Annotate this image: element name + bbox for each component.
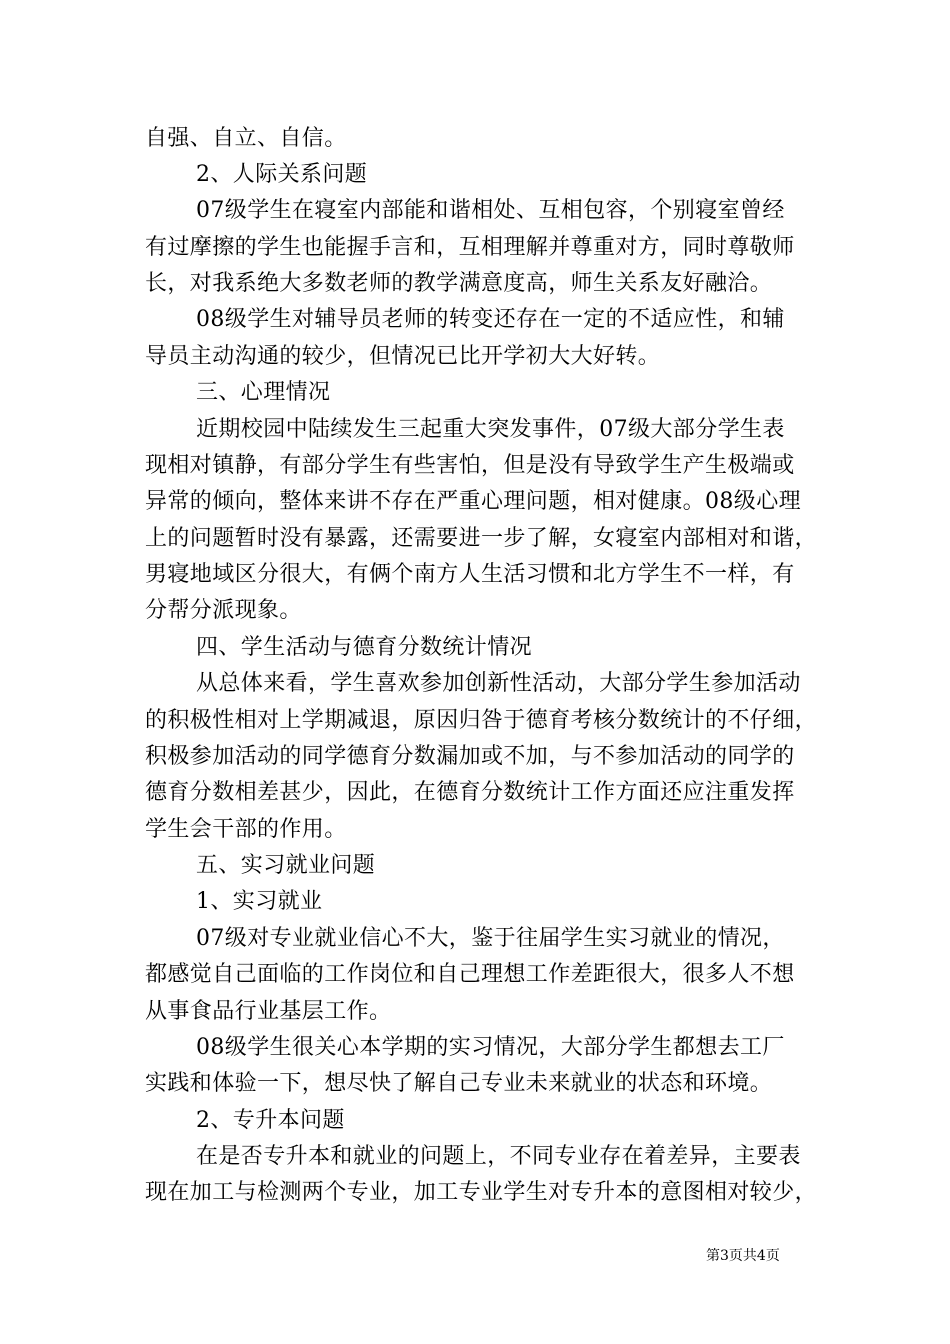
- section-heading: 2、专升本问题: [196, 1108, 345, 1133]
- text-line: 长，对我系绝大多数老师的教学满意度高，师生关系友好融洽。: [145, 271, 773, 296]
- text-line: 在是否专升本和就业的问题上，不同专业存在着差异，主要表: [196, 1144, 801, 1169]
- text-line: 异常的倾向，整体来讲不存在严重心理问题，相对健康。08级心理: [145, 489, 801, 514]
- section-heading: 四、学生活动与德育分数统计情况: [196, 635, 533, 660]
- text-line: 导员主动沟通的较少，但情况已比开学初大大好转。: [145, 344, 661, 369]
- text-line: 08级学生很关心本学期的实习情况，大部分学生都想去工厂: [196, 1035, 785, 1060]
- text-line: 08级学生对辅导员老师的转变还存在一定的不适应性，和辅: [196, 307, 785, 332]
- text-line: 分帮分派现象。: [145, 598, 302, 623]
- text-line: 实践和体验一下，想尽快了解自己专业未来就业的状态和环境。: [145, 1071, 773, 1096]
- text-line: 07级对专业就业信心不大，鉴于往届学生实习就业的情况，: [196, 926, 785, 951]
- section-heading: 2、人际关系问题: [196, 162, 368, 187]
- text-line: 都感觉自己面临的工作岗位和自己理想工作差距很大，很多人不想: [145, 962, 795, 987]
- section-heading: 三、心理情况: [196, 380, 331, 405]
- page-number: 第3页共4页: [706, 1248, 780, 1264]
- text-line: 现相对镇静，有部分学生有些害怕，但是没有导致学生产生极端或: [145, 453, 795, 478]
- text-line: 从事食品行业基层工作。: [145, 999, 392, 1024]
- text-line: 德育分数相差甚少，因此，在德育分数统计工作方面还应注重发挥: [145, 780, 795, 805]
- section-heading: 五、实习就业问题: [196, 853, 376, 878]
- text-line: 近期校园中陆续发生三起重大突发事件，07级大部分学生表: [196, 417, 785, 442]
- text-line: 07级学生在寝室内部能和谐相处、互相包容，个别寝室曾经: [196, 198, 785, 223]
- text-line: 男寝地域区分很大，有俩个南方人生活习惯和北方学生不一样，有: [145, 562, 795, 587]
- text-line: 有过摩擦的学生也能握手言和，互相理解并尊重对方，同时尊敬师: [145, 235, 795, 260]
- text-line: 积极参加活动的同学德育分数漏加或不加，与不参加活动的同学的: [145, 744, 795, 769]
- text-line: 自强、自立、自信。: [145, 126, 347, 151]
- text-line: 的积极性相对上学期减退，原因归咎于德育考核分数统计的不仔细，: [145, 708, 818, 733]
- text-line: 上的问题暂时没有暴露，还需要进一步了解，女寝室内部相对和谐，: [145, 526, 818, 551]
- text-line: 从总体来看，学生喜欢参加创新性活动，大部分学生参加活动: [196, 671, 801, 696]
- section-heading: 1、实习就业: [196, 889, 323, 914]
- text-line: 现在加工与检测两个专业，加工专业学生对专升本的意图相对较少，: [145, 1180, 818, 1205]
- text-line: 学生会干部的作用。: [145, 817, 347, 842]
